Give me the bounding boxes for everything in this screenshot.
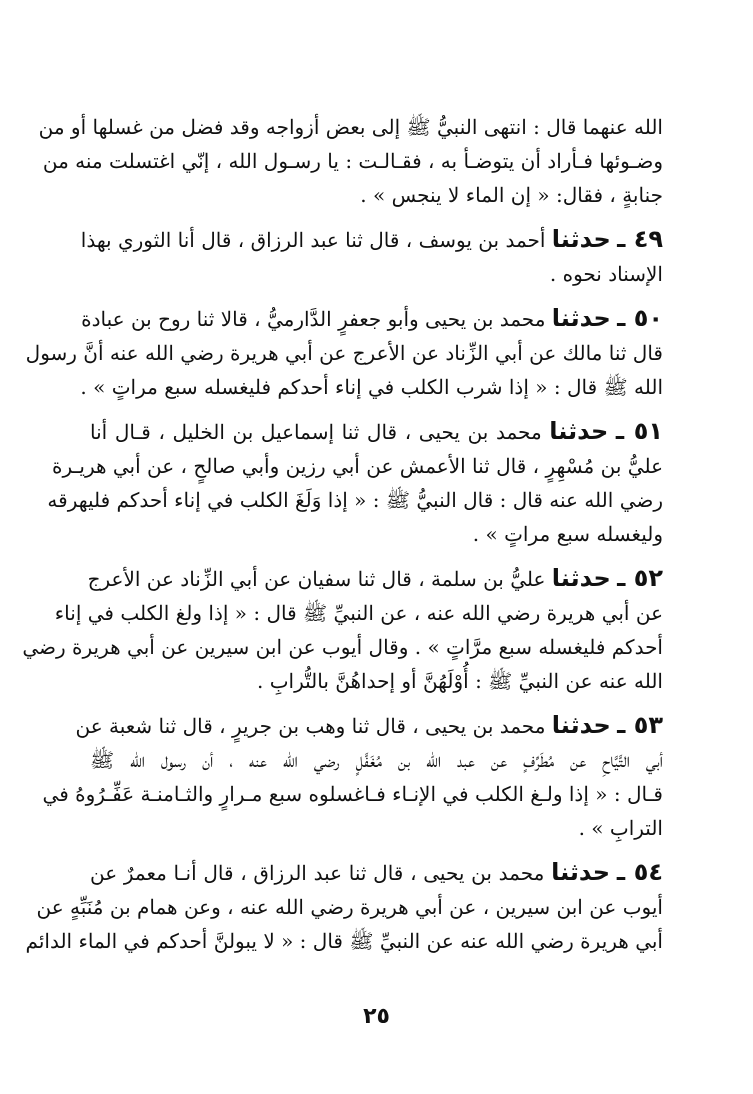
page-body — [22, 110, 664, 958]
text-line — [80, 222, 663, 257]
text-line — [75, 708, 663, 743]
narration-keyword: حدثنا — [551, 564, 611, 592]
line-text: الله عنه عن النبيِّ ﷺ : أُوْلَهُنَّ أو إحداهُنَّ بالتُّرابِ . — [257, 669, 663, 693]
text-line — [22, 630, 663, 664]
hadith-paragraph — [25, 855, 664, 958]
text-line — [80, 370, 663, 404]
text-line — [90, 664, 663, 698]
text-line — [90, 811, 663, 845]
text-line — [90, 743, 663, 777]
narration-keyword: حدثنا — [551, 225, 611, 253]
line-text: قـال : « إذا ولـغ الكلب في الإنـاء فـاغسلوه سبع مـرارٍ والثـامنـة عَفِّـرُوهُ في — [42, 782, 663, 806]
hadith-paragraph — [25, 301, 663, 404]
text-line — [90, 855, 663, 890]
hadith-number: ٥٣ ـ — [617, 711, 663, 739]
hadith-number: ٥٤ ـ — [616, 858, 664, 886]
text-line — [47, 483, 663, 517]
continuation-paragraph — [38, 110, 663, 212]
line-text: محمد بن يحيى وأبو جعفرٍ الدَّارميُّ ، قالا ثنا روح بن عبادة — [81, 307, 546, 331]
hadith-paragraph — [47, 414, 664, 551]
line-text: الترابِ » . — [578, 816, 663, 840]
line-text: الله ﷺ قال : « إذا شرب الكلب في إناء أحدكم فليغسله سبع مراتٍ » . — [80, 375, 663, 399]
text-line — [25, 336, 663, 370]
text-line — [36, 890, 663, 924]
hadith-number: ٤٩ ـ — [617, 225, 663, 253]
line-text: محمد بن يحيى ، قال ثنا عبد الرزاق ، قال أنـا معمرٌ عن — [90, 861, 545, 885]
line-text: الإسناد نحوه . — [549, 262, 663, 286]
hadith-number: ٥٢ ـ — [617, 564, 663, 592]
hadith-number: ٥٠ ـ — [617, 304, 663, 332]
text-line — [90, 517, 663, 551]
text-line — [42, 777, 663, 811]
text-line — [52, 449, 663, 483]
text-line — [42, 144, 663, 178]
text-line — [81, 301, 663, 336]
line-text: قال ثنا مالك عن أبي الزِّناد عن الأعرج عن أبي هريرة رضي الله عنه أنَّ رسول — [25, 341, 663, 365]
line-text: أبي التَّيَّاحِ عن مُطَرِّفٍ عن عبد الله بن مُغَفَّلٍ رضي الله عنه ، أن رسول الله ﷺ — [90, 748, 663, 772]
text-line — [90, 178, 663, 212]
text-line — [87, 561, 663, 596]
hadith-paragraph — [42, 708, 663, 845]
line-text: الله عنهما قال : انتهى النبيُّ ﷺ إلى بعض أزواجه وقد فضل من غسلها أو من — [38, 115, 663, 139]
line-text: أحمد بن يوسف ، قال ثنا عبد الرزاق ، قال أنا الثوري بهذا — [80, 228, 546, 252]
line-text: أيوب عن ابن سيرين ، عن أبي هريرة رضي الله عنه ، وعن همام بن مُنَبِّهٍ عن — [36, 895, 663, 919]
hadith-paragraph — [22, 561, 663, 698]
line-text: محمد بن يحيى ، قال ثنا وهب بن جريرٍ ، قال ثنا شعبة عن — [75, 714, 546, 738]
narration-keyword: حدثنا — [551, 304, 611, 332]
narration-keyword: حدثنا — [551, 711, 611, 739]
narration-keyword: حدثنا — [551, 858, 611, 886]
line-text: أبي هريرة رضي الله عنه عن النبيِّ ﷺ قال : « لا يبولنَّ أحدكم في الماء الدائم — [25, 929, 663, 953]
line-text: محمد بن يحيى ، قال ثنا إسماعيل بن الخليل ، قـال أنا — [90, 420, 542, 444]
line-text: عليُّ بن سلمة ، قال ثنا سفيان عن أبي الزِّناد عن الأعرج — [87, 567, 546, 591]
text-line — [90, 414, 663, 449]
line-text: جنابةٍ ، فقال: « إن الماء لا ينجس » . — [360, 183, 663, 207]
hadith-number: ٥١ ـ — [615, 417, 664, 445]
hadith-paragraph — [80, 222, 663, 291]
text-line — [54, 596, 663, 630]
line-text: وضـوئها فـأراد أن يتوضـأ به ، فقـالـت : يا رسـول الله ، إنّي اغتسلت منه من — [42, 149, 663, 173]
narration-keyword: حدثنا — [549, 417, 609, 445]
text-line — [38, 110, 663, 144]
line-text: وليغسله سبع مراتٍ » . — [472, 522, 663, 546]
page-number: ٢٥ — [363, 1004, 390, 1029]
text-line — [90, 257, 663, 291]
line-text: أحدكم فليغسله سبع مرَّاتٍ » . وقال أيوب عن ابن سيرين عن أبي هريرة رضي — [22, 635, 663, 659]
line-text: رضي الله عنه قال : قال النبيُّ ﷺ : « إذا وَلَغَ الكلب في إناء أحدكم فليهرقه — [47, 488, 663, 512]
line-text: عن أبي هريرة رضي الله عنه ، عن النبيِّ ﷺ قال : « إذا ولغ الكلب في إناء — [54, 601, 663, 625]
text-line — [25, 924, 663, 958]
line-text: عليُّ بن مُسْهِرٍ ، قال ثنا الأعمش عن أبي رزين وأبي صالحٍ ، عن أبي هريـرة — [52, 454, 663, 478]
